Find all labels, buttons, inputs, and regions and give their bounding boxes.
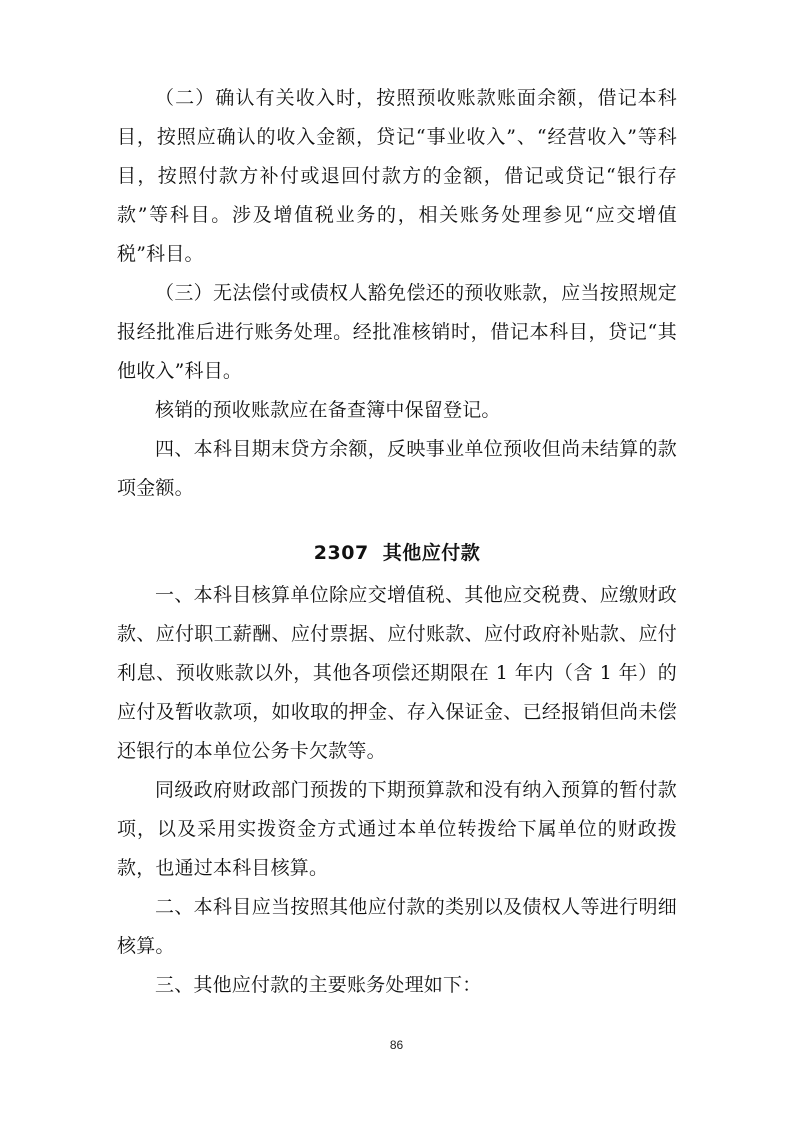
paragraph-confirm-revenue: （二）确认有关收入时，按照预收账款账面余额，借记本科目，按照应确认的收入金额，贷记“事业收入”、“经营收入”等科目，按照付款方补付或退回付款方的金额，借记或贷记“银行存款”等科目。涉及增值税业务的，相关账务处理参见“应交增值税”科目。 (117, 87, 677, 265)
paragraph-scope: 一、本科目核算单位除应交增值税、其他应交税费、应缴财政款、应付职工薪酬、应付票据、应付账款、应付政府补贴款、应付利息、预收账款以外，其他各项偿还期限在 1 年内（含 1 年）的应付及暂收款项，如收取的押金、存入保证金、已经报销但尚未偿还银行的本单位公务卡欠款等。 (117, 584, 677, 762)
page-number: 86 (389, 1038, 404, 1052)
paragraph-write-off: （三）无法偿付或债权人豁免偿还的预收账款，应当按照规定报经批准后进行账务处理。经批准核销时，借记本科目，贷记“其他收入”科目。 (117, 282, 677, 382)
paragraph-memo-book: 核销的预收账款应在备查簿中保留登记。 (155, 399, 501, 421)
body-text-top (117, 79, 677, 508)
section-heading (117, 538, 677, 568)
paragraph-ending-balance: 四、本科目期末贷方余额，反映事业单位预收但尚未结算的款项金额。 (117, 438, 677, 499)
paragraph-prepaid-budget: 同级政府财政部门预拨的下期预算款和没有纳入预算的暂付款项，以及采用实拨资金方式通过本单位转拨给下属单位的财政拨款，也通过本科目核算。 (117, 779, 677, 879)
account-code: 2307 (313, 542, 369, 564)
account-title: 其他应付款 (382, 542, 481, 564)
body-text-2307 (117, 576, 677, 1005)
paragraph-detail-accounting: 二、本科目应当按照其他应付款的类别以及债权人等进行明细核算。 (117, 896, 677, 957)
paragraph-main-processing: 三、其他应付款的主要账务处理如下： (155, 974, 482, 996)
